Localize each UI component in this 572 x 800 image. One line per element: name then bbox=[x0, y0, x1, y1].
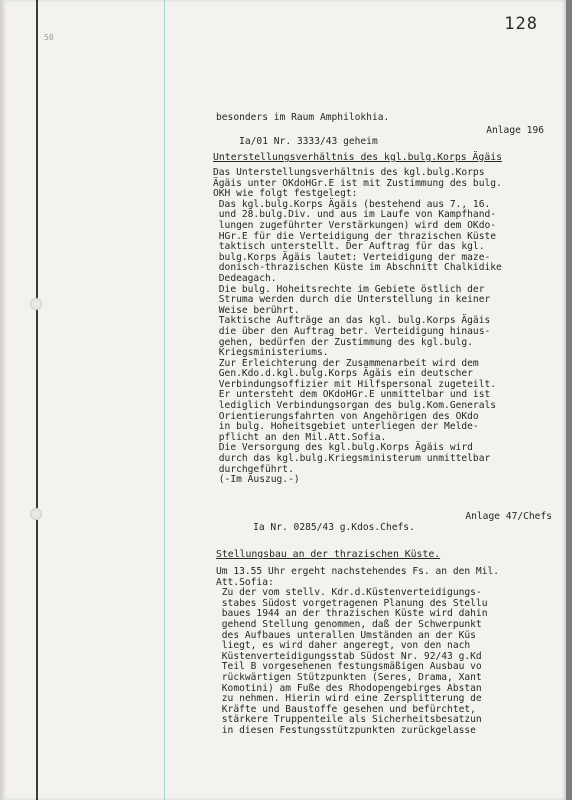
section-title: Unterstellungsverhältnis des kgl.bulg.Korps Ägäis bbox=[213, 152, 503, 163]
corner-mark: 50 bbox=[44, 33, 54, 42]
reference-number: Ia/01 Nr. 3333/43 geheim bbox=[239, 136, 378, 147]
margin-line bbox=[164, 0, 165, 800]
punch-hole bbox=[30, 298, 42, 310]
header-line: besonders im Raum Amphilokhia. bbox=[216, 112, 390, 123]
annex-label: Anlage 196 bbox=[486, 125, 544, 136]
section-body: Um 13.55 Uhr ergeht nachstehendes Fs. an den Mil. Att.Sofia: Zu der vom stellv. Kdr.d.Küstenverteidigungs- stabes Südost vorgetragenen Planung des Stellu baues 1944 an der thrazischen Küste wird dahin gehend Stellung genommen, daß der Schwerpunkt des Aufbaues unterallen Umständen an der Küs liegt, es wird daher angeregt, von den nach Küstenverteidigungsstab Südost Nr. 92/43 g.Kd Teil B vorgesehenen festungsmäßigen Ausbau vo rückwärtigen Stützpunkten (Seres, Drama, Xant Komotini) am Fuße des Rhodopengebirges Abstan zu nehmen. Hierin wird eine Zersplitterung de Kräfte und Baustoffe gesehen und befürchtet, stärkere Truppenteile als Sicherheitsbesatzun in diesen Festungsstützpunkten zurückgelasse bbox=[216, 566, 500, 736]
page-edge bbox=[0, 0, 6, 800]
page-number: 128 bbox=[504, 14, 538, 34]
punch-hole bbox=[30, 508, 42, 520]
binding-line bbox=[36, 0, 38, 800]
section-title: Stellungsbau an der thrazischen Küste. bbox=[216, 549, 441, 560]
annex-label: Anlage 47/Chefs bbox=[465, 511, 552, 522]
reference-number: Ia Nr. 0285/43 g.Kdos.Chefs. bbox=[253, 522, 415, 533]
section-body: Das Unterstellungsverhältnis des kgl.bulg.Korps Ägäis unter OKdoHGr.E ist mit Zustimmung des bulg. OKH wie folgt festgelegt: Das kgl.bulg.Korps Ägäis (bestehend aus 7., 16. und 28.bulg.Div. und aus im Laufe von Kampfhand- lungen zugeführter Verstärkungen) wird dem OKdo- HGr.E für die Verteidigung der thrazischen Küste taktisch unterstellt. Der Auftrag für das kgl. bulg.Korps Ägäis lautet: Verteidigung der maze- donisch-thrazischen Küste im Abschnitt Chalkidike Dedeagach. Die bulg. Hoheitsrechte im Gebiete östlich der Struma werden durch die Unterstellung in keiner Weise berührt. Taktische Aufträge an das kgl. bulg.Korps Ägäis die über den Auftrag betr. Verteidigung hinaus- gehen, bedürfen der Zustimmung des kgl.bulg. Kriegsministeriums. Zur Erleichterung der Zusammenarbeit wird dem Gen.Kdo.d.kgl.bulg.Korps Ägäis ein deutscher Verbindungsoffizier mit Hilfspersonal zugeteilt. Er untersteht dem OKdoHGr.E unmittelbar und ist lediglich Verbindungsorgan des bulg.Kom.Generals Orientierungsfahrten von Angehörigen des OKdo in bulg. Hoheitsgebiet unterliegen der Melde- pflicht an den Mil.Att.Sofia. Die Versorgung des kgl.bulg.Korps Ägäis wird durch das kgl.bulg.Kriegsministerum unmittelbar durchgeführt. (-Im Auszug.-) bbox=[213, 167, 502, 486]
